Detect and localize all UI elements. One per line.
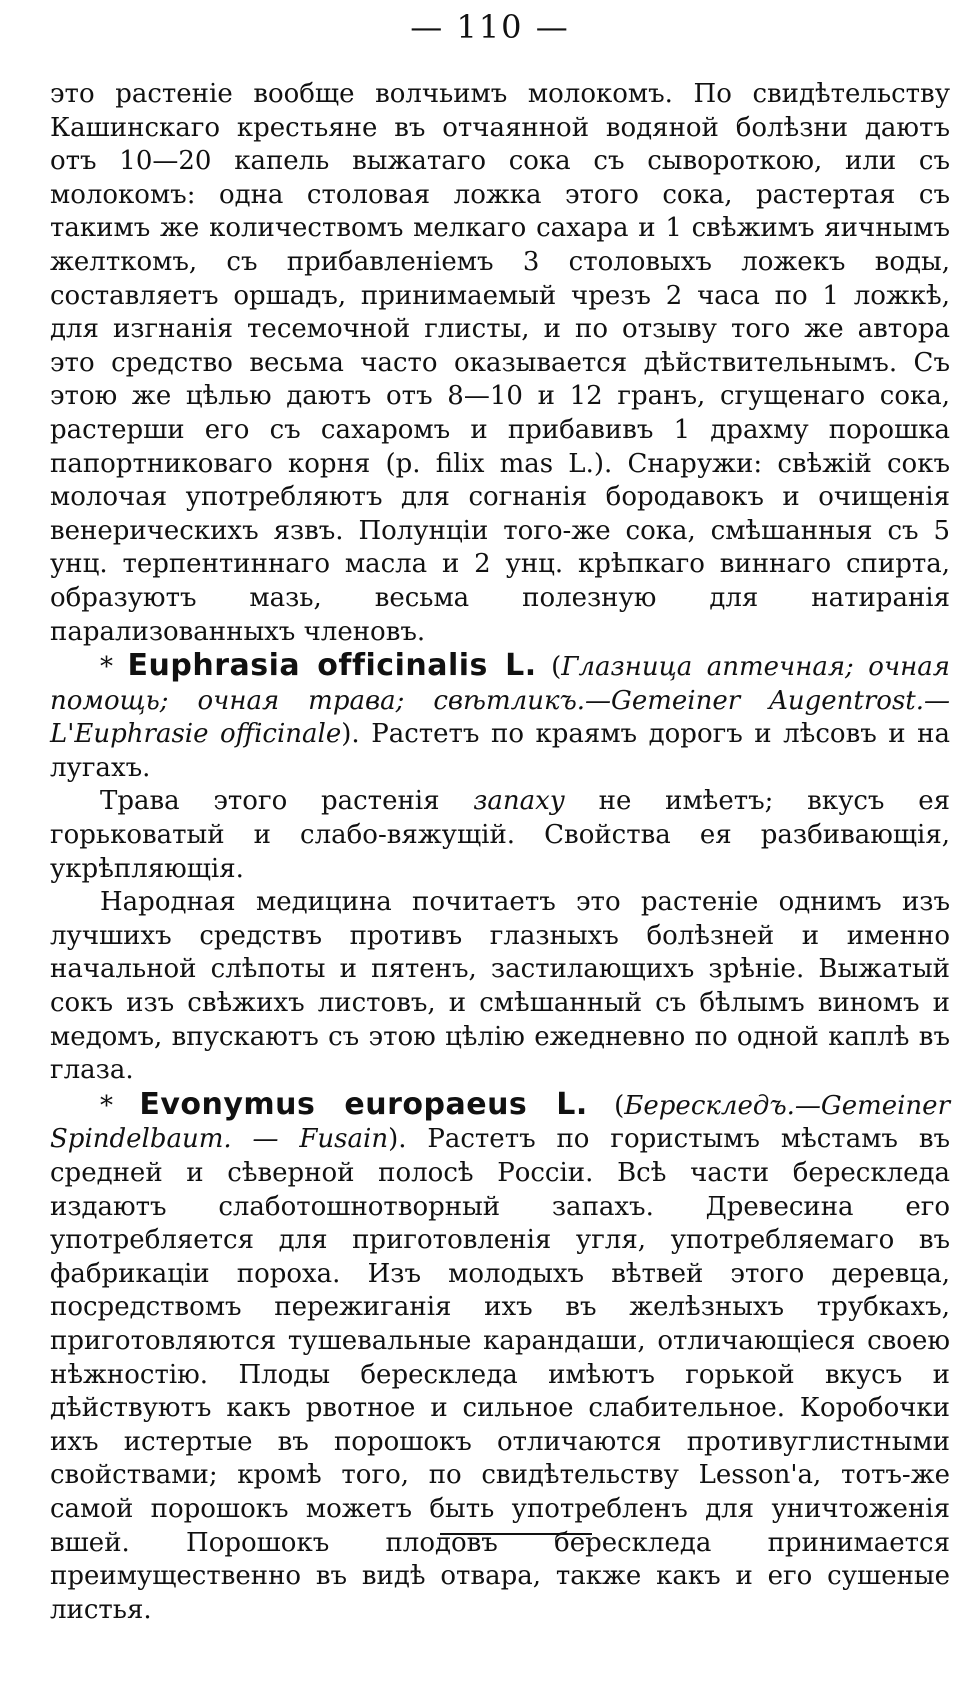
evonymus-synonyms: Берескледъ.—Gemeiner Spindelbaum. — Fusain xyxy=(50,1090,950,1155)
evonymus-body: ). Растетъ по гористымъ мѣстамъ въ средней и сѣверной полосѣ Россіи. Всѣ части берескледа издаютъ слаботошнотворный запахъ. Древесина его употребляется для приготовленія угля, употребляемаго въ фабрикаціи пороха. Изъ молодыхъ вѣтвей этого деревца, посредствомъ пережиганія ихъ въ желѣзныхъ трубкахъ, приготовляются тушевальные карандаши, отличающіеся своею нѣжностію. Плоды берескледа имѣютъ горькой вкусъ и дѣйствуютъ какъ рвотное и сильное слабительное. Коробочки ихъ истертые въ порошокъ отличаются противуглистными свойствами; кромѣ того, по свидѣтельству Lesson'a, тотъ-же самой порошокъ можетъ быть употребленъ для уничтоженія вшей. Порошокъ плодовъ берескледа принимается преимущественно въ видѣ отвара, также какъ и его сушеные листья. xyxy=(50,1124,950,1625)
page-number: — 110 — xyxy=(410,8,570,46)
euphrasia-properties-italic: запаху xyxy=(473,786,565,817)
euphrasia-entry xyxy=(50,649,950,785)
page-body xyxy=(50,78,950,1627)
euphrasia-synonyms: Глазница аптечная; очная помощь; очная трава; свѣтликъ.—Gemeiner Augentrost.—L'Euphrasie officinale xyxy=(50,652,950,750)
euphrasia-properties-start: Трава этого растенія xyxy=(100,786,474,817)
continued-paragraph: это растеніе вообще волчьимъ молокомъ. По свидѣтельству Кашинскаго крестьяне въ отчаянной водяной болѣзни даютъ отъ 10—20 капель выжатаго сока съ сывороткою, или съ молокомъ: одна столовая ложка этого сока, растертая съ такимъ же количествомъ мелкаго сахара и 1 свѣжимъ яичнымъ желткомъ, съ прибавленіемъ 3 столовыхъ ложекъ воды, составляетъ оршадъ, принимаемый чрезъ 2 часа по 1 ложкѣ, для изгнанія тесемочной глисты, и по отзыву того же автора это средство весьма часто оказывается дѣйствительнымъ. Съ этою же цѣлью даютъ отъ 8—10 и 12 гранъ, сгущенаго сока, растерши его съ сахаромъ и прибавивъ 1 драхму порошка папортниковаго корня (p. filix mas L.). Снаружи: свѣжій сокъ молочая употребляютъ для согнанія бородавокъ и очищенія венерическихъ язвъ. Полунціи того-же сока, смѣшанныя съ 5 унц. терпентиннаго масла и 2 унц. крѣпкаго виннаго спирта, образуютъ мазь, весьма полезную для натиранія парализованныхъ членовъ. xyxy=(50,79,950,647)
euphrasia-asterisk: * xyxy=(100,652,128,683)
evonymus-asterisk: * xyxy=(100,1090,140,1121)
euphrasia-properties-end: не имѣетъ; вкусъ ея горьковатый и слабо-вяжущій. Свойства ея разбивающія, укрѣпляющія. xyxy=(50,786,950,884)
bottom-rule xyxy=(440,1533,592,1535)
euphrasia-habitat: ). Растетъ по краямъ дорогъ и лѣсовъ и на лугахъ. xyxy=(50,719,950,783)
euphrasia-open-paren: ( xyxy=(536,652,562,683)
euphrasia-folk-medicine: Народная медицина почитаетъ это растеніе однимъ изъ лучшихъ средствъ противъ глазныхъ болѣзней и именно начальной слѣпоты и пятенъ, застилающихъ зрѣніе. Выжатый сокъ изъ свѣжихъ листовъ, и смѣшанный съ бѣлымъ виномъ и медомъ, впускаютъ съ этою цѣлію ежедневно по одной каплѣ въ глаза. xyxy=(50,887,950,1086)
euphrasia-properties xyxy=(50,785,950,886)
evonymus-open-paren: ( xyxy=(587,1090,625,1121)
euphrasia-latin-name: Euphrasia officinalis L. xyxy=(127,648,537,684)
evonymus-latin-name: Evonymus europaeus L. xyxy=(139,1086,588,1122)
evonymus-entry xyxy=(50,1088,950,1628)
